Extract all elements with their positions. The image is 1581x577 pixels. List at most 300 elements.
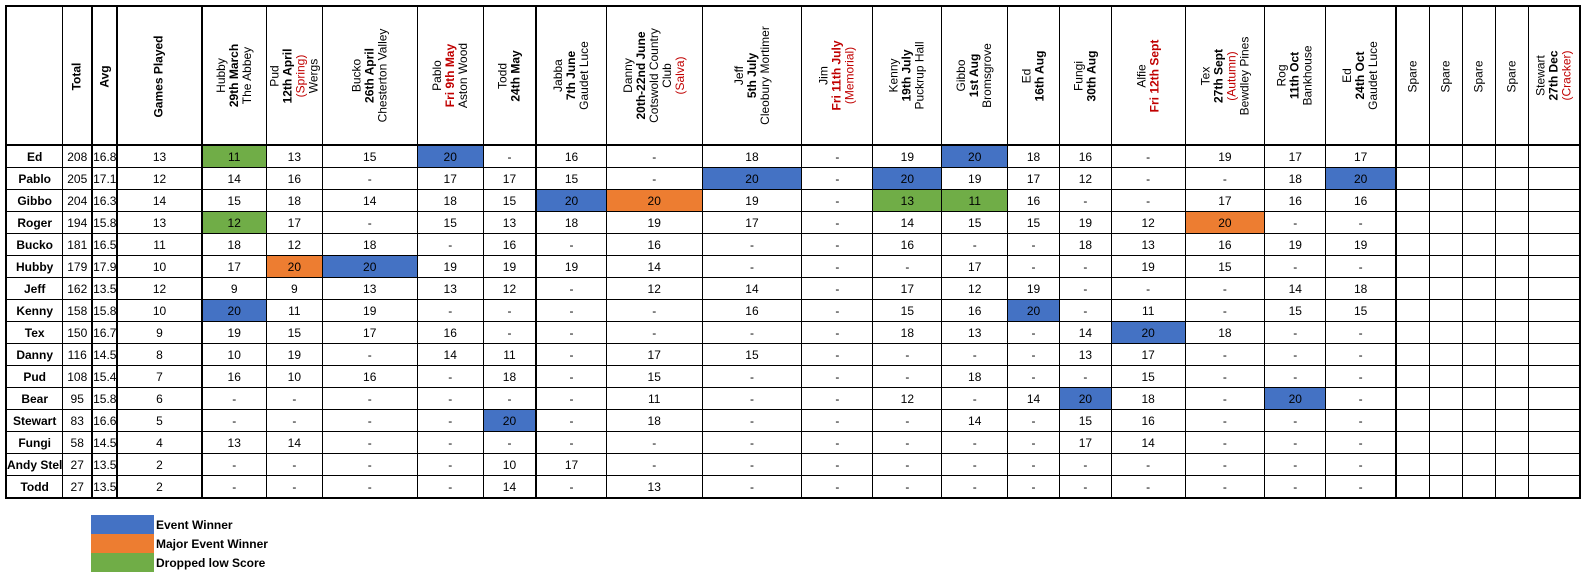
score-cell: 12 xyxy=(873,388,942,410)
event-header-line: 19th July xyxy=(899,49,914,102)
score-cell: - xyxy=(702,454,802,476)
score-cell: 20 xyxy=(483,410,536,432)
score-cell: - xyxy=(1326,256,1396,278)
score-cell: - xyxy=(1059,300,1111,322)
score-cell: - xyxy=(1185,278,1265,300)
score-cell: - xyxy=(873,476,942,499)
score-cell: 20 xyxy=(417,145,483,168)
event-header-line: 27th Dec xyxy=(1546,50,1561,101)
event-header-line: Fri 9th May xyxy=(442,43,457,108)
total-cell: 108 xyxy=(63,366,92,388)
score-cell: 16 xyxy=(1265,190,1326,212)
score-cell: - xyxy=(1185,168,1265,190)
score-cell: 15 xyxy=(873,300,942,322)
score-cell xyxy=(1430,366,1463,388)
event-header-line: Ed xyxy=(1019,68,1034,83)
avg-cell: 15.8 xyxy=(92,388,117,410)
event-header-line: Bewdley Pines xyxy=(1236,36,1251,115)
score-cell: 18 xyxy=(1059,234,1111,256)
table-row xyxy=(6,410,1580,432)
score-cell xyxy=(1463,168,1496,190)
games-played-cell: 2 xyxy=(117,454,201,476)
score-cell: - xyxy=(1111,476,1185,499)
event-header-line: (Spring) xyxy=(293,54,308,97)
player-name: Fungi xyxy=(6,432,63,454)
corner-cell xyxy=(6,6,63,145)
event-header-line: Wergs xyxy=(306,58,321,93)
table-row xyxy=(6,190,1580,212)
event-header-line: (Salva) xyxy=(672,56,687,95)
score-cell: 18 xyxy=(873,322,942,344)
games-played-cell: 7 xyxy=(117,366,201,388)
total-cell: 27 xyxy=(63,476,92,499)
score-cell: - xyxy=(536,234,606,256)
total-cell: 158 xyxy=(63,300,92,322)
score-cell: 20 xyxy=(1008,300,1060,322)
score-cell: - xyxy=(1008,256,1060,278)
score-cell: - xyxy=(1111,454,1185,476)
score-cell xyxy=(1396,432,1430,454)
score-cell: - xyxy=(942,432,1008,454)
avg-cell: 16.7 xyxy=(92,322,117,344)
score-cell: 18 xyxy=(483,366,536,388)
score-cell xyxy=(1396,410,1430,432)
event-header-line: Rog xyxy=(1274,64,1289,87)
event-header-line: 16th Aug xyxy=(1032,50,1047,101)
score-cell: - xyxy=(942,454,1008,476)
score-cell xyxy=(1529,234,1581,256)
score-cell: - xyxy=(1265,344,1326,366)
score-cell: - xyxy=(266,454,322,476)
score-cell: 11 xyxy=(266,300,322,322)
score-cell: 15 xyxy=(1326,300,1396,322)
score-cell: 14 xyxy=(873,212,942,234)
score-cell: - xyxy=(322,212,417,234)
total-cell: 208 xyxy=(63,145,92,168)
score-cell xyxy=(1463,212,1496,234)
score-cell xyxy=(1463,322,1496,344)
score-cell: 15 xyxy=(483,190,536,212)
score-cell: - xyxy=(202,410,267,432)
avg-cell: 13.5 xyxy=(92,278,117,300)
score-cell: 14 xyxy=(266,432,322,454)
total-cell: 162 xyxy=(63,278,92,300)
score-cell: - xyxy=(873,454,942,476)
score-cell xyxy=(1396,366,1430,388)
score-cell xyxy=(1430,278,1463,300)
player-name: Ed xyxy=(6,145,63,168)
games-played-cell: 5 xyxy=(117,410,201,432)
score-cell: 17 xyxy=(202,256,267,278)
event-header-line: Fungi xyxy=(1071,60,1086,91)
player-name: Todd xyxy=(6,476,63,499)
score-cell: 19 xyxy=(606,212,702,234)
player-name: Roger xyxy=(6,212,63,234)
event-header xyxy=(1008,6,1060,145)
games-played-cell: 10 xyxy=(117,300,201,322)
score-cell xyxy=(1463,234,1496,256)
score-cell: 13 xyxy=(873,190,942,212)
score-cell xyxy=(1529,168,1581,190)
score-cell: - xyxy=(702,476,802,499)
score-cell xyxy=(1496,212,1529,234)
event-header-line: 5th July xyxy=(744,52,759,99)
event-header-line: Stewart xyxy=(1533,55,1548,96)
score-cell: - xyxy=(1265,410,1326,432)
score-cell: - xyxy=(802,234,873,256)
score-cell: 20 xyxy=(1185,212,1265,234)
score-cell: 16 xyxy=(1111,410,1185,432)
score-cell: 20 xyxy=(1059,388,1111,410)
score-cell: 19 xyxy=(322,300,417,322)
score-cell xyxy=(1529,190,1581,212)
score-cell xyxy=(1396,300,1430,322)
score-cell: - xyxy=(1059,190,1111,212)
score-cell xyxy=(1496,366,1529,388)
legend-item xyxy=(91,515,268,534)
event-header-line: Hubby xyxy=(213,58,228,93)
score-cell: 18 xyxy=(1111,388,1185,410)
event-header xyxy=(266,6,322,145)
score-cell: - xyxy=(1008,476,1060,499)
score-cell: - xyxy=(536,344,606,366)
score-cell: 17 xyxy=(1111,344,1185,366)
score-cell xyxy=(1430,410,1463,432)
table-row xyxy=(6,344,1580,366)
avg-cell: 15.8 xyxy=(92,212,117,234)
score-cell: 9 xyxy=(202,278,267,300)
score-cell xyxy=(1529,300,1581,322)
score-cell: - xyxy=(1265,432,1326,454)
score-cell: 11 xyxy=(606,388,702,410)
score-cell: - xyxy=(942,344,1008,366)
score-cell: 12 xyxy=(1111,212,1185,234)
event-header xyxy=(1059,6,1111,145)
games-played-cell: 9 xyxy=(117,322,201,344)
score-cell xyxy=(1430,168,1463,190)
score-cell: 13 xyxy=(606,476,702,499)
score-cell: 20 xyxy=(202,300,267,322)
score-cell: 19 xyxy=(1326,234,1396,256)
table-row xyxy=(6,322,1580,344)
event-header-line: Cleobury Mortimer xyxy=(757,26,772,125)
score-cell: 10 xyxy=(483,454,536,476)
score-cell: 14 xyxy=(1008,388,1060,410)
table-row xyxy=(6,366,1580,388)
score-cell: 15 xyxy=(1111,366,1185,388)
score-cell: 17 xyxy=(1326,145,1396,168)
score-cell: 16 xyxy=(873,234,942,256)
score-cell: - xyxy=(536,278,606,300)
table-row xyxy=(6,168,1580,190)
score-cell: - xyxy=(536,300,606,322)
score-cell xyxy=(1430,300,1463,322)
score-cell: 15 xyxy=(1008,212,1060,234)
score-cell: 13 xyxy=(202,432,267,454)
event-header-line: Pud xyxy=(267,64,282,87)
score-cell: 16 xyxy=(942,300,1008,322)
score-cell: 17 xyxy=(606,344,702,366)
legend-label: Event Winner xyxy=(156,517,233,532)
score-cell: 14 xyxy=(942,410,1008,432)
score-cell: - xyxy=(1111,190,1185,212)
avg-cell: 13.5 xyxy=(92,454,117,476)
event-header-line: Fri 12th Sept xyxy=(1147,39,1162,112)
score-cell: - xyxy=(1111,145,1185,168)
player-name: Stewart xyxy=(6,410,63,432)
score-cell: 16 xyxy=(536,145,606,168)
score-cell: 18 xyxy=(1008,145,1060,168)
event-header-line: Gaudet Luce xyxy=(577,41,592,110)
event-header-line: Bromsgrove xyxy=(980,43,995,108)
score-cell: 16 xyxy=(1185,234,1265,256)
score-cell: - xyxy=(873,366,942,388)
score-cell xyxy=(1496,454,1529,476)
avg-cell: 14.5 xyxy=(92,344,117,366)
event-header xyxy=(702,6,802,145)
legend-label: Major Event Winner xyxy=(156,536,268,551)
event-header-line: Spare xyxy=(1438,59,1453,93)
event-header xyxy=(536,6,606,145)
score-cell: 18 xyxy=(1326,278,1396,300)
score-cell: - xyxy=(802,256,873,278)
score-cell: 11 xyxy=(483,344,536,366)
score-cell: 20 xyxy=(1265,388,1326,410)
score-cell: - xyxy=(417,432,483,454)
score-cell: - xyxy=(322,476,417,499)
score-cell: - xyxy=(1185,366,1265,388)
score-cell: - xyxy=(1059,278,1111,300)
score-cell: 15 xyxy=(202,190,267,212)
score-cell: - xyxy=(1185,454,1265,476)
score-cell: - xyxy=(1185,476,1265,499)
score-cell: - xyxy=(322,454,417,476)
score-cell: - xyxy=(266,410,322,432)
score-cell: 18 xyxy=(202,234,267,256)
score-cell: 17 xyxy=(1008,168,1060,190)
player-name: Danny xyxy=(6,344,63,366)
score-cell: - xyxy=(606,322,702,344)
score-cell: 18 xyxy=(536,212,606,234)
games-played-cell: 6 xyxy=(117,388,201,410)
score-cell: 12 xyxy=(1059,168,1111,190)
score-cell: 17 xyxy=(702,212,802,234)
score-cell: 16 xyxy=(483,234,536,256)
score-cell xyxy=(1463,388,1496,410)
legend-label: Dropped low Score xyxy=(156,555,266,570)
score-cell: - xyxy=(1265,322,1326,344)
score-cell: 15 xyxy=(266,322,322,344)
header-total: Total xyxy=(63,6,92,145)
avg-cell: 14.5 xyxy=(92,432,117,454)
score-cell: - xyxy=(1326,344,1396,366)
event-header-line: Spare xyxy=(1504,59,1519,93)
score-cell: 14 xyxy=(1059,322,1111,344)
table-row xyxy=(6,256,1580,278)
score-cell: - xyxy=(417,410,483,432)
avg-cell: 16.6 xyxy=(92,410,117,432)
score-cell: - xyxy=(802,300,873,322)
score-cell: - xyxy=(942,388,1008,410)
score-cell: 17 xyxy=(942,256,1008,278)
header-games-played: Games Played xyxy=(117,6,201,145)
score-cell xyxy=(1496,476,1529,499)
score-cell xyxy=(1396,388,1430,410)
event-header-line: 26th April xyxy=(362,48,377,103)
score-cell xyxy=(1396,212,1430,234)
score-cell: 15 xyxy=(942,212,1008,234)
score-cell xyxy=(1463,366,1496,388)
score-cell: 16 xyxy=(202,366,267,388)
score-cell: 20 xyxy=(942,145,1008,168)
score-cell xyxy=(1463,145,1496,168)
score-cell: 12 xyxy=(266,234,322,256)
score-cell xyxy=(1463,256,1496,278)
avg-cell: 17.9 xyxy=(92,256,117,278)
score-cell: 20 xyxy=(606,190,702,212)
score-cell: - xyxy=(873,432,942,454)
score-cell: - xyxy=(1059,366,1111,388)
total-cell: 194 xyxy=(63,212,92,234)
score-cell: - xyxy=(266,388,322,410)
score-cell: - xyxy=(483,388,536,410)
score-cell: - xyxy=(536,388,606,410)
score-cell xyxy=(1430,256,1463,278)
avg-cell: 13.5 xyxy=(92,476,117,499)
avg-cell: 16.3 xyxy=(92,190,117,212)
score-cell: - xyxy=(802,145,873,168)
games-played-cell: 12 xyxy=(117,278,201,300)
score-cell: 17 xyxy=(536,454,606,476)
score-cell: 13 xyxy=(417,278,483,300)
score-cell: - xyxy=(802,476,873,499)
score-cell: 16 xyxy=(322,366,417,388)
score-cell: - xyxy=(1265,212,1326,234)
event-header-line: 7th June xyxy=(564,50,579,101)
score-cell: 18 xyxy=(1265,168,1326,190)
event-header-line: 12th April xyxy=(280,48,295,103)
score-cell: - xyxy=(1111,278,1185,300)
score-cell: - xyxy=(202,454,267,476)
score-cell: - xyxy=(1185,388,1265,410)
event-header-line: 11th Oct xyxy=(1287,51,1302,100)
score-cell: - xyxy=(536,366,606,388)
score-cell: 14 xyxy=(702,278,802,300)
score-cell: - xyxy=(1265,476,1326,499)
event-header xyxy=(1463,6,1496,145)
score-cell xyxy=(1430,145,1463,168)
total-cell: 204 xyxy=(63,190,92,212)
score-cell: - xyxy=(1111,168,1185,190)
score-cell: - xyxy=(606,145,702,168)
score-cell: 18 xyxy=(417,190,483,212)
score-cell: 19 xyxy=(1111,256,1185,278)
score-cell: 12 xyxy=(942,278,1008,300)
score-cell: - xyxy=(802,322,873,344)
score-cell xyxy=(1463,190,1496,212)
score-cell: - xyxy=(1008,234,1060,256)
score-cell: 17 xyxy=(266,212,322,234)
score-cell: 14 xyxy=(322,190,417,212)
score-cell: - xyxy=(417,300,483,322)
score-cell: 14 xyxy=(606,256,702,278)
total-cell: 83 xyxy=(63,410,92,432)
score-cell xyxy=(1496,256,1529,278)
score-cell: 17 xyxy=(1059,432,1111,454)
score-cell xyxy=(1430,388,1463,410)
score-cell: - xyxy=(606,432,702,454)
player-name: Tex xyxy=(6,322,63,344)
score-cell: 18 xyxy=(266,190,322,212)
score-cell xyxy=(1463,432,1496,454)
score-cell: 11 xyxy=(942,190,1008,212)
score-cell xyxy=(1496,322,1529,344)
event-header-line: Gibbo xyxy=(954,59,969,92)
score-cell xyxy=(1463,300,1496,322)
event-header-line: 29th March xyxy=(226,43,241,108)
event-header-line: (Memorial) xyxy=(842,46,857,105)
score-cell xyxy=(1529,256,1581,278)
score-cell xyxy=(1529,322,1581,344)
score-cell xyxy=(1529,410,1581,432)
score-cell: - xyxy=(1008,454,1060,476)
total-cell: 205 xyxy=(63,168,92,190)
score-cell xyxy=(1463,344,1496,366)
score-cell: - xyxy=(202,388,267,410)
event-header xyxy=(1111,6,1185,145)
event-header xyxy=(1396,6,1430,145)
event-header-line: Bucko xyxy=(349,58,364,93)
avg-cell: 16.5 xyxy=(92,234,117,256)
avg-cell: 16.8 xyxy=(92,145,117,168)
score-cell: - xyxy=(1008,344,1060,366)
score-cell: - xyxy=(702,366,802,388)
player-name: Pablo xyxy=(6,168,63,190)
table-row xyxy=(6,454,1580,476)
score-cell: - xyxy=(802,212,873,234)
score-cell: - xyxy=(802,344,873,366)
total-cell: 116 xyxy=(63,344,92,366)
score-cell xyxy=(1430,476,1463,499)
event-header-line: 24th Oct xyxy=(1353,51,1368,100)
score-cell xyxy=(1496,388,1529,410)
score-cell: - xyxy=(702,256,802,278)
score-cell: - xyxy=(873,256,942,278)
player-name: Pud xyxy=(6,366,63,388)
score-cell: 17 xyxy=(483,168,536,190)
score-cell: 16 xyxy=(266,168,322,190)
score-cell: - xyxy=(322,410,417,432)
score-cell xyxy=(1396,454,1430,476)
score-cell: 13 xyxy=(266,145,322,168)
event-header xyxy=(1529,6,1581,145)
score-cell: - xyxy=(483,322,536,344)
score-cell xyxy=(1463,454,1496,476)
score-cell: 11 xyxy=(1111,300,1185,322)
score-cell: 19 xyxy=(702,190,802,212)
event-header xyxy=(483,6,536,145)
event-header-line: Ed xyxy=(1340,68,1355,83)
score-cell xyxy=(1529,454,1581,476)
score-cell: 19 xyxy=(1265,234,1326,256)
player-name: Bucko xyxy=(6,234,63,256)
score-cell: 15 xyxy=(536,168,606,190)
event-header xyxy=(417,6,483,145)
event-header xyxy=(1185,6,1265,145)
score-cell: - xyxy=(942,476,1008,499)
event-header-line: 24th May xyxy=(508,49,523,102)
score-cell: 17 xyxy=(1185,190,1265,212)
